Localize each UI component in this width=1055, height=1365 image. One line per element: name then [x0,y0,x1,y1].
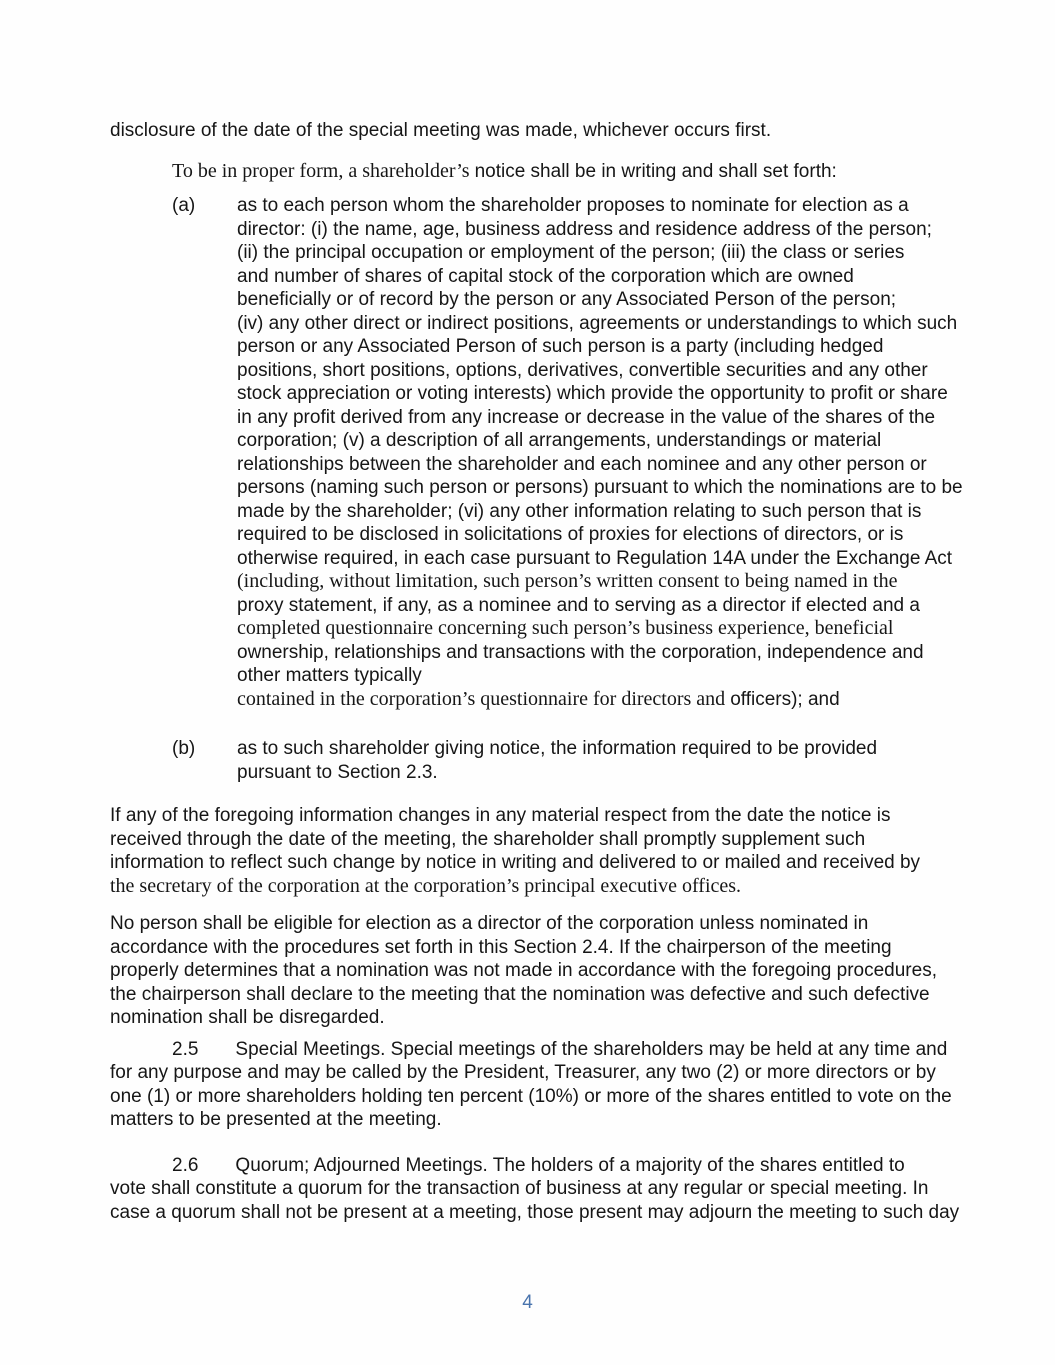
text-line [237,288,963,312]
text-run: as to such shareholder giving notice, the information required to be provided [237,738,878,759]
text-run: the chairperson shall declare to the meeting that the nomination was defective and such defective [110,983,930,1005]
text-line [110,851,955,875]
paragraph-disclosure [110,119,955,143]
text-line [237,312,963,336]
list-marker: (b) [172,738,196,759]
section-2-6-quorum-adjourned-meetings [110,1154,960,1225]
text-run: 2.6 [172,1154,199,1176]
text-run: for any purpose and may be called by the President, Treasurer, any two (2) or more directors or by [110,1062,936,1083]
text-line [110,1177,955,1201]
line-group [237,194,963,711]
text-line [110,1006,955,1030]
text-line [237,547,963,571]
text-line [237,641,963,665]
text-run: contained in the corporation’s questionnaire for directors and [237,687,731,710]
text-run: ownership, relationships and transactions with the corporation, independence and [237,641,924,663]
text-run: the secretary of the corporation at the corporation’s principal executive offices. [110,874,742,897]
text-run: stock appreciation or voting interests) which provide the opportunity to profit or share [237,383,948,404]
text-line [237,194,963,218]
text-run: notice shall be in writing and shall set forth: [474,160,837,182]
text-run: director: (i) the name, age, business address and residence address of the person; [237,218,932,240]
section-2-5-special-meetings [110,1038,955,1132]
text-line [237,359,963,383]
text-run: matters to be presented at the meeting. [110,1109,442,1130]
text-run: accordance with the procedures set forth in this Section 2.4. If the chairperson of the meeting [110,936,892,958]
text-run: completed questionnaire concerning such person’s business experience, beneficial [237,617,894,639]
line-group [110,160,955,184]
text-line [110,1201,960,1225]
text-run: received through the date of the meeting, the shareholder shall promptly supplement such [110,828,866,850]
text-run: If any of the foregoing information changes in any material respect from the date the notice is [110,805,891,826]
text-run: No person shall be eligible for election as a director of the corporation unless nominated in [110,913,869,934]
text-line [110,160,955,184]
page-number: 4 [522,1292,533,1313]
line-group [237,737,877,784]
text-run: beneficially or of record by the person or any Associated Person of the person; [237,289,897,310]
text-run: persons (naming such person or persons) pursuant to which the nominations are to be [237,477,963,498]
text-line [110,1038,955,1062]
text-line [110,1061,955,1085]
text-line [237,406,963,430]
text-run: relationships between the shareholder and each nominee and any other person or [237,453,927,475]
text-line [237,476,963,500]
text-line [237,761,877,785]
paragraph-proper-form [110,160,955,184]
text-run: otherwise required, in each case pursuant to Regulation 14A under the Exchange Act [237,547,953,569]
text-line [110,1108,955,1132]
text-line [237,570,963,594]
paragraph-supplement [110,804,955,898]
text-run: Quorum; Adjourned Meetings. The holders of a majority of the shares entitled to [235,1154,905,1176]
text-line [237,453,963,477]
text-run: proxy statement, if any, as a nominee and to serving as a director if elected and a [237,594,920,616]
text-run: and number of shares of capital stock of the corporation which are owned [237,265,854,287]
text-run: corporation; (v) a description of all arrangements, understandings or material [237,430,882,451]
text-run: (including, without limitation, such person’s written consent to being named in the [237,570,898,592]
text-run: positions, short positions, options, derivatives, convertible securities and any other [237,359,928,381]
text-line [110,959,955,983]
text-line [110,936,955,960]
text-run: pursuant to Section 2.3. [237,761,438,783]
line-group [110,119,955,143]
text-line [237,429,963,453]
text-line [237,265,963,289]
text-line [110,1154,955,1178]
text-line [110,912,955,936]
list-marker: (a) [172,195,196,216]
text-run: as to each person whom the shareholder proposes to nominate for election as a [237,195,909,216]
text-line [237,382,963,406]
text-run: other matters typically [237,665,422,686]
text-line [237,594,963,618]
text-run: person or any Associated Person of such person is a party (including hedged [237,336,884,357]
text-run: properly determines that a nomination was not made in accordance with the foregoing procedures, [110,960,937,981]
text-line [237,688,963,712]
paragraph-eligibility [110,912,955,1030]
text-run: 2.5 [172,1038,199,1060]
text-line [237,617,963,641]
text-run: officers); and [730,688,840,710]
text-line [237,218,963,242]
document-body [110,119,963,1224]
text-run: one (1) or more shareholders holding ten percent (10%) or more of the shares entitled to vote on the [110,1085,952,1107]
list-item-a [110,194,963,711]
list-item-b [110,737,955,784]
text-line [110,983,955,1007]
text-run: Special Meetings. Special meetings of the shareholders may be held at any time and [235,1038,948,1060]
text-run: vote shall constitute a quorum for the transaction of business at any regular or special meeting. In [110,1178,929,1199]
text-run: case a quorum shall not be present at a meeting, those present may adjourn the meeting to such day [110,1201,960,1223]
text-line [237,241,963,265]
text-run: nomination shall be disregarded. [110,1007,385,1028]
text-run: To be in proper form, a shareholder’s [172,159,475,182]
text-run: information to reflect such change by notice in writing and delivered to or mailed and received by [110,852,921,873]
line-group [110,912,955,1030]
text-run: required to be disclosed in solicitations of proxies for elections of directors, or is [237,524,904,545]
text-line [110,804,955,828]
text-run: (iv) any other direct or indirect positions, agreements or understandings to which such [237,312,958,334]
text-line [237,664,963,688]
text-line [110,828,955,852]
text-line [237,737,877,761]
line-group [110,804,955,898]
text-line [110,875,955,899]
text-run: (ii) the principal occupation or employment of the person; (iii) the class or series [237,242,905,263]
text-line [237,523,963,547]
text-line [110,119,955,143]
line-group [110,1038,955,1132]
text-line [237,500,963,524]
text-line [237,335,963,359]
text-run: made by the shareholder; (vi) any other information relating to such person that is [237,500,922,522]
text-run: in any profit derived from any increase or decrease in the value of the shares of the [237,406,936,428]
line-group [110,1154,960,1225]
text-run: disclosure of the date of the special meeting was made, whichever occurs first. [110,120,772,141]
text-line [110,1085,955,1109]
